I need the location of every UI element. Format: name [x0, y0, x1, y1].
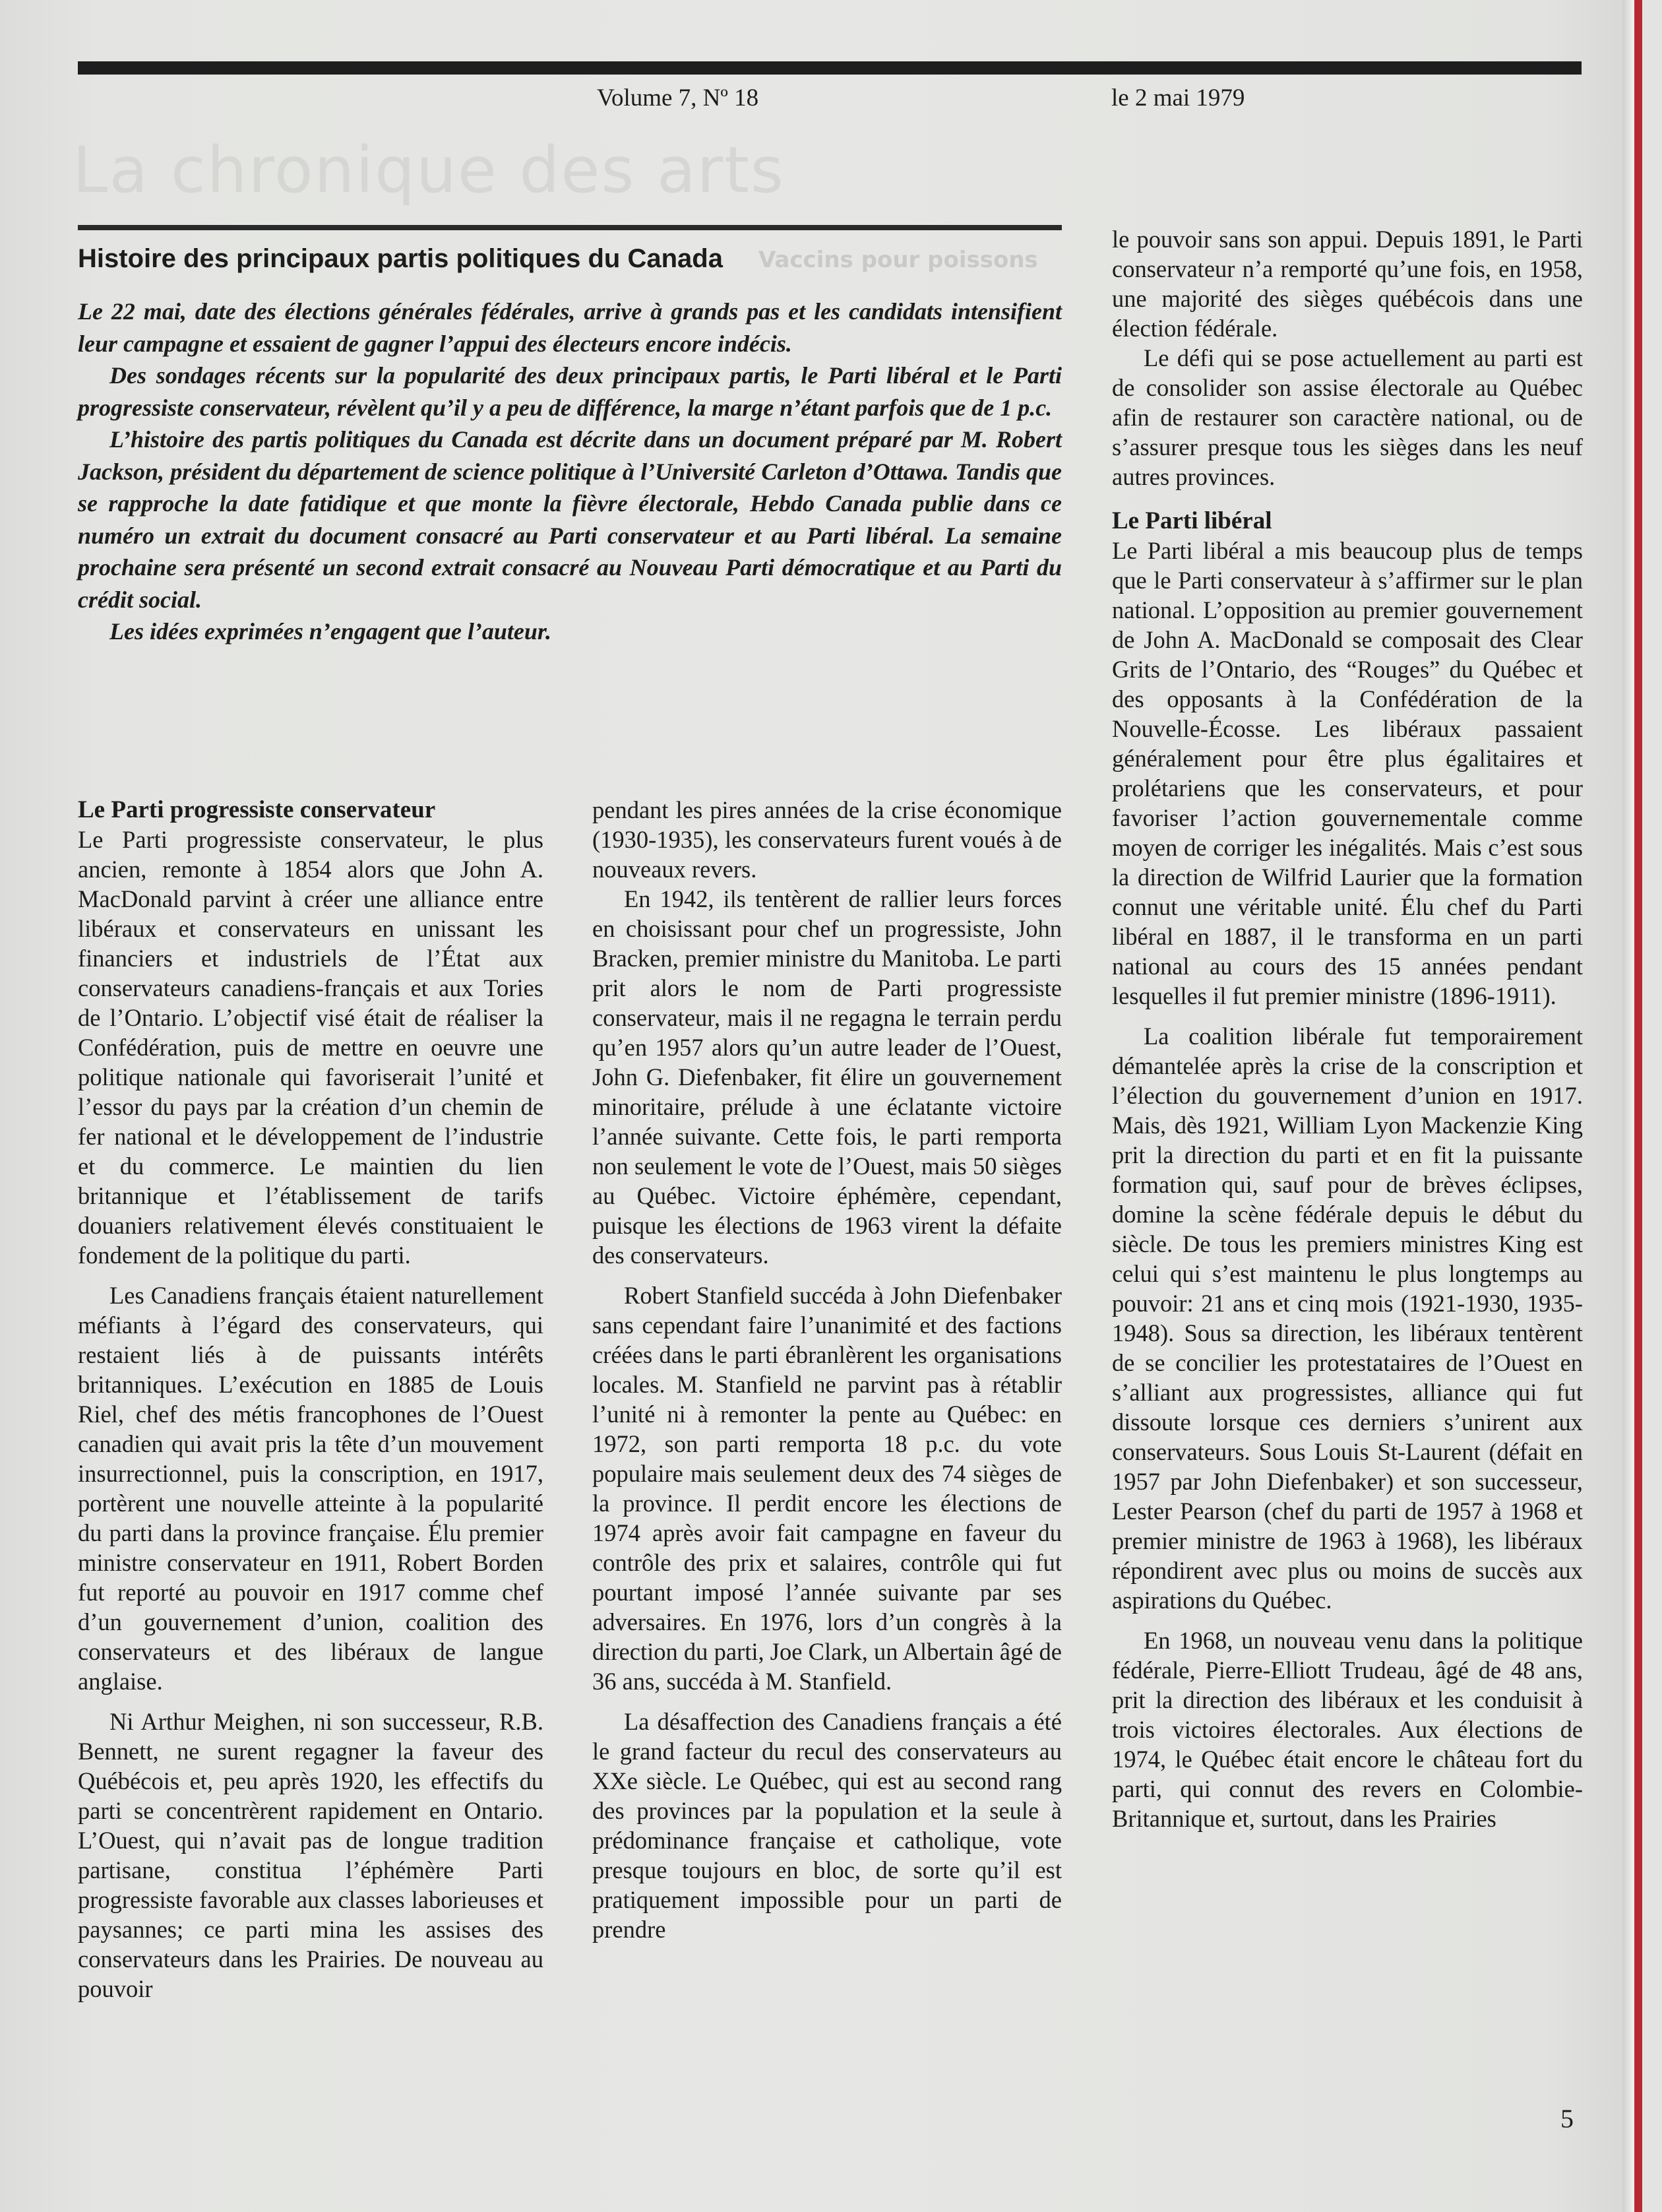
header-rule: [78, 61, 1582, 75]
body-paragraph: Le défi qui se pose actuellement au parti est de consolider son assise électorale au Québec afin de restaurer son caractère national, ou de s’assurer presque tous les sièges dans les neuf autres provinces.: [1112, 344, 1583, 490]
column-3: [1112, 224, 1583, 1833]
body-paragraph: Le Parti progressiste conservateur, le plus ancien, remonte à 1854 alors que John A. MacDonald parvint à créer une alliance entre libéraux et conservateurs en unissant les financiers et industriels de l’État aux conservateurs canadiens-français et aux Tories de l’Ontario. L’objectif visé était de réaliser la Confédération, puis de mettre en oeuvre une politique nationale qui favoriserait l’unité et l’essor du pays par la création d’un chemin de fer national et le développement de l’industrie et du commerce. Le maintien du lien britannique et l’établissement de tarifs douaniers relativement élevés constituaient le fondement de la politique du parti.: [78, 826, 543, 1269]
body-paragraph: Robert Stanfield succéda à John Diefenbaker sans cependant faire l’unanimité et des factions créées dans le parti ébranlèrent les organisations locales. M. Stanfield ne parvint pas à rétablir l’unité ni à remonter la pente au Québec: en 1972, son parti remporta 18 p.c. du vote populaire mais seulement deux des 74 sièges de la province. Il perdit encore les élections de 1974 après avoir fait campagne en faveur du contrôle des prix et salaires, contrôle qui fut pourtant imposé l’année suivante par ses adversaires. En 1976, lors d’un congrès à la direction du parti, Joe Clark, un Albertain âgé de 36 ans, succéda à M. Stanfield.: [592, 1282, 1062, 1695]
body-paragraph: pendant les pires années de la crise économique (1930-1935), les conservateurs furent voués à de nouveaux revers.: [592, 796, 1062, 883]
show-through-title: La chronique des arts: [73, 133, 785, 207]
page-number: 5: [1560, 2104, 1574, 2133]
intro-paragraph: Des sondages récents sur la popularité des deux principaux partis, le Parti libéral et le Parti progressiste conservateur, révèlent qu’il y a peu de différence, la marge n’étant parfois que de 1 p.c.: [78, 362, 1062, 421]
body-paragraph: La désaffection des Canadiens français a été le grand facteur du recul des conservateurs au XXe siècle. Le Québec, qui est au second rang des provinces par la population et la seule à prédominance française et catholique, vote presque toujours en bloc, de sorte qu’il est pratiquement impossible pour un parti de prendre: [592, 1708, 1062, 1943]
page-edge-shadow: [1622, 0, 1634, 2212]
article-intro: [78, 296, 1062, 648]
intro-paragraph: Le 22 mai, date des élections générales fédérales, arrive à grands pas et les candidats intensifient leur campagne et essaient de gagner l’appui des électeurs encore indécis.: [78, 298, 1062, 357]
show-through-subtitle: Vaccins pour poissons: [758, 247, 1038, 273]
column-2: [592, 795, 1062, 1944]
body-paragraph: En 1968, un nouveau venu dans la politique fédérale, Pierre-Elliott Trudeau, âgé de 48 ans, prit la direction des libéraux et les conduisit à trois victoires électorales. Aux élections de 1974, le Québec était encore le château fort du parti, qui connut des revers en Colombie-Britannique et, surtout, dans les Prairies: [1112, 1627, 1583, 1832]
issue-number: Volume 7, Nº 18: [597, 84, 759, 111]
section-heading: Le Parti libéral: [1112, 507, 1272, 534]
column-1: [78, 795, 543, 2004]
section-heading: Le Parti progressiste conservateur: [78, 796, 436, 823]
body-paragraph: Le Parti libéral a mis beaucoup plus de temps que le Parti conservateur à s’affirmer sur le plan national. L’opposition au premier gouvernement de John A. MacDonald se composait des Clear Grits de l’Ontario, des “Rouges” du Québec et des opposants à la Confédération de la Nouvelle-Écosse. Les libéraux passaient généralement pour être plus égalitaires et prolétariens que les conservateurs, et pour favoriser l’action gouvernementale comme moyen de corriger les inégalités. Mais c’est sous la direction de Wilfrid Laurier que la formation connut une véritable unité. Élu chef du Parti libéral en 1887, il le transforma en un parti national au cours des 15 années pendant lesquelles il fut premier ministre (1896-1911).: [1112, 537, 1583, 1009]
body-paragraph: La coalition libérale fut temporairement démantelée après la crise de la conscription et l’élection du gouvernement d’union en 1917. Mais, dès 1921, William Lyon Mackenzie King prit la direction du parti et en fit la puissante formation qui, sauf pour de brèves éclipses, domine la scène fédérale depuis le début du siècle. De tous les premiers ministres King est celui qui s’est maintenu le plus longtemps au pouvoir: 21 ans et cinq mois (1921-1930, 1935-1948). Sous sa direction, les libéraux tentèrent de se concilier les protestataires de l’Ouest en s’alliant aux progressistes, alliance qui fut dissoute lorsque ces derniers s’unirent aux conservateurs. Sous Louis St-Laurent (défait en 1957 par John Diefenbaker) et son successeur, Lester Pearson (chef du parti de 1957 à 1968 et premier ministre de 1963 à 1968), les libéraux répondirent avec plus ou moins de succès aux aspirations du Québec.: [1112, 1023, 1583, 1614]
article-rule: [78, 225, 1062, 230]
binding-edge: [1634, 0, 1642, 2212]
body-paragraph: Les Canadiens français étaient naturellement méfiants à l’égard des conservateurs, qui restaient liés à de puissants intérêts britanniques. L’exécution en 1885 de Louis Riel, chef des métis francophones de l’Ouest canadien qui avait pris la tête d’un mouvement insurrectionnel, puis la conscription, en 1917, portèrent une nouvelle atteinte à la popularité du parti dans la province française. Élu premier ministre conservateur en 1911, Robert Borden fut reporté au pouvoir en 1917 comme chef d’un gouvernement d’union, coalition des conservateurs et des libéraux de langue anglaise.: [78, 1282, 543, 1695]
article-headline: Histoire des principaux partis politiques du Canada: [78, 244, 723, 273]
issue-date: le 2 mai 1979: [1111, 84, 1245, 111]
body-paragraph: En 1942, ils tentèrent de rallier leurs forces en choisissant pour chef un progressiste, John Bracken, premier ministre du Manitoba. Le parti prit alors le nom de Parti progressiste conservateur, mais il ne regagna le terrain perdu qu’en 1957 alors qu’un autre leader de l’Ouest, John G. Diefenbaker, fit élire un gouvernement minoritaire, prélude à une éclatante victoire l’année suivante. Cette fois, le parti remporta non seulement le vote de l’Ouest, mais 50 sièges au Québec. Victoire éphémère, cependant, puisque les élections de 1963 virent la défaite des conservateurs.: [592, 885, 1062, 1269]
intro-paragraph: L’histoire des partis politiques du Canada est décrite dans un document préparé par M. Robert Jackson, président du département de science politique à l’Université Carleton d’Ottawa. Tandis que se rapproche la date fatidique et que monte la fièvre électorale, Hebdo Canada publie dans ce numéro un extrait du document consacré au Parti conservateur et au Parti libéral. La semaine prochaine sera présenté un second extrait consacré au Nouveau Parti démocratique et au Parti du crédit social.: [78, 426, 1062, 613]
body-paragraph: Ni Arthur Meighen, ni son successeur, R.B. Bennett, ne surent regagner la faveur des Québécois et, peu après 1920, les effectifs du parti se concentrèrent rapidement en Ontario. L’Ouest, qui n’avait pas de longue tradition partisane, constitua l’éphémère Parti progressiste favorable aux classes laborieuses et paysannes; ce parti mina les assises des conservateurs dans les Prairies. De nouveau au pouvoir: [78, 1708, 543, 2002]
intro-paragraph: Les idées exprimées n’engagent que l’auteur.: [109, 618, 551, 645]
body-paragraph: le pouvoir sans son appui. Depuis 1891, le Parti conservateur n’a remporté qu’une fois, en 1958, une majorité des sièges québécois dans une élection fédérale.: [1112, 226, 1583, 342]
